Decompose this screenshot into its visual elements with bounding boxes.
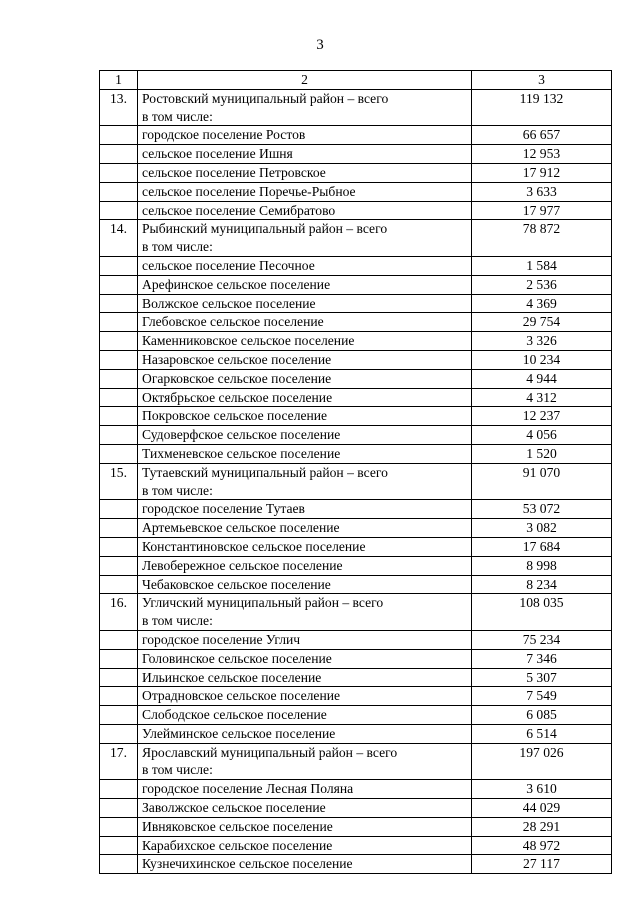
population-value: 8 234 — [472, 575, 612, 594]
row-number — [100, 668, 138, 687]
settlement-row — [100, 780, 612, 799]
row-number — [100, 163, 138, 182]
row-number — [100, 275, 138, 294]
row-number — [100, 556, 138, 575]
population-value: 12 953 — [472, 145, 612, 164]
population-value: 3 082 — [472, 519, 612, 538]
row-number — [100, 313, 138, 332]
row-number — [100, 780, 138, 799]
population-value: 78 872 — [472, 220, 612, 257]
population-value: 7 346 — [472, 649, 612, 668]
settlement-row — [100, 519, 612, 538]
settlement-name: Константиновское сельское поселение — [138, 537, 472, 556]
settlement-row — [100, 407, 612, 426]
header-cell-name: 2 — [138, 71, 472, 90]
district-row — [100, 89, 612, 126]
settlement-name: Ивняковское сельское поселение — [138, 817, 472, 836]
settlement-row — [100, 575, 612, 594]
district-name: Угличский муниципальный район – всего — [142, 595, 384, 611]
settlement-name: сельское поселение Поречье-Рыбное — [138, 182, 472, 201]
settlement-name: Волжское сельское поселение — [138, 294, 472, 313]
population-value: 1 520 — [472, 444, 612, 463]
row-number — [100, 407, 138, 426]
population-value: 3 610 — [472, 780, 612, 799]
table-header-row — [100, 71, 612, 90]
settlement-row — [100, 444, 612, 463]
population-value: 27 117 — [472, 855, 612, 874]
row-number — [100, 201, 138, 220]
district-name-cell — [138, 220, 472, 257]
row-number: 13. — [100, 89, 138, 126]
settlement-row — [100, 500, 612, 519]
settlement-name: Артемьевское сельское поселение — [138, 519, 472, 538]
population-table — [99, 70, 612, 874]
district-row — [100, 220, 612, 257]
settlement-row — [100, 350, 612, 369]
population-value: 75 234 — [472, 630, 612, 649]
row-number — [100, 350, 138, 369]
population-value: 4 056 — [472, 426, 612, 445]
population-value: 29 754 — [472, 313, 612, 332]
row-number — [100, 182, 138, 201]
settlement-name: Чебаковское сельское поселение — [138, 575, 472, 594]
header-cell-number: 1 — [100, 71, 138, 90]
row-number — [100, 817, 138, 836]
population-value: 10 234 — [472, 350, 612, 369]
settlement-row — [100, 332, 612, 351]
row-number — [100, 706, 138, 725]
district-subtitle: в том числе: — [142, 108, 213, 124]
settlement-name: Карабихское сельское поселение — [138, 836, 472, 855]
population-value: 28 291 — [472, 817, 612, 836]
population-value: 53 072 — [472, 500, 612, 519]
row-number: 16. — [100, 594, 138, 631]
population-value: 7 549 — [472, 687, 612, 706]
settlement-name: сельское поселение Ишня — [138, 145, 472, 164]
district-name-cell — [138, 594, 472, 631]
settlement-name: городское поселение Лесная Поляна — [138, 780, 472, 799]
population-value: 17 912 — [472, 163, 612, 182]
settlement-row — [100, 163, 612, 182]
population-value: 6 514 — [472, 724, 612, 743]
row-number — [100, 388, 138, 407]
table-body — [100, 89, 612, 873]
settlement-name: Заволжское сельское поселение — [138, 799, 472, 818]
settlement-row — [100, 724, 612, 743]
settlement-name: Каменниковское сельское поселение — [138, 332, 472, 351]
population-value: 1 584 — [472, 256, 612, 275]
row-number — [100, 332, 138, 351]
district-subtitle: в том числе: — [142, 482, 213, 498]
settlement-row — [100, 556, 612, 575]
settlement-name: Левобережное сельское поселение — [138, 556, 472, 575]
settlement-row — [100, 145, 612, 164]
district-name-cell — [138, 743, 472, 780]
population-value: 91 070 — [472, 463, 612, 500]
settlement-row — [100, 706, 612, 725]
settlement-name: сельское поселение Песочное — [138, 256, 472, 275]
settlement-row — [100, 537, 612, 556]
settlement-row — [100, 201, 612, 220]
page-number: 3 — [316, 37, 324, 53]
settlement-name: сельское поселение Петровское — [138, 163, 472, 182]
row-number — [100, 256, 138, 275]
settlement-name: городское поселение Тутаев — [138, 500, 472, 519]
row-number — [100, 855, 138, 874]
settlement-row — [100, 275, 612, 294]
settlement-name: городское поселение Ростов — [138, 126, 472, 145]
row-number — [100, 649, 138, 668]
settlement-name: Слободское сельское поселение — [138, 706, 472, 725]
district-row — [100, 594, 612, 631]
settlement-name: городское поселение Углич — [138, 630, 472, 649]
population-value: 2 536 — [472, 275, 612, 294]
row-number — [100, 687, 138, 706]
settlement-row — [100, 182, 612, 201]
settlement-name: сельское поселение Семибратово — [138, 201, 472, 220]
row-number — [100, 799, 138, 818]
settlement-row — [100, 426, 612, 445]
row-number: 14. — [100, 220, 138, 257]
population-value: 5 307 — [472, 668, 612, 687]
row-number: 15. — [100, 463, 138, 500]
settlement-name: Улейминское сельское поселение — [138, 724, 472, 743]
district-name: Ярославский муниципальный район – всего — [142, 744, 398, 760]
settlement-row — [100, 313, 612, 332]
district-subtitle: в том числе: — [142, 762, 213, 778]
settlement-row — [100, 668, 612, 687]
settlement-name: Глебовское сельское поселение — [138, 313, 472, 332]
settlement-row — [100, 799, 612, 818]
row-number — [100, 836, 138, 855]
population-value: 4 944 — [472, 369, 612, 388]
population-value: 4 312 — [472, 388, 612, 407]
row-number — [100, 724, 138, 743]
settlement-name: Ильинское сельское поселение — [138, 668, 472, 687]
settlement-row — [100, 388, 612, 407]
population-value: 4 369 — [472, 294, 612, 313]
row-number — [100, 369, 138, 388]
population-value: 12 237 — [472, 407, 612, 426]
row-number: 17. — [100, 743, 138, 780]
settlement-name: Арефинское сельское поселение — [138, 275, 472, 294]
settlement-row — [100, 836, 612, 855]
settlement-row — [100, 256, 612, 275]
settlement-name: Головинское сельское поселение — [138, 649, 472, 668]
settlement-row — [100, 630, 612, 649]
row-number — [100, 145, 138, 164]
row-number — [100, 126, 138, 145]
population-value: 66 657 — [472, 126, 612, 145]
population-value: 44 029 — [472, 799, 612, 818]
population-value: 48 972 — [472, 836, 612, 855]
district-subtitle: в том числе: — [142, 239, 213, 255]
settlement-row — [100, 294, 612, 313]
district-row — [100, 743, 612, 780]
population-value: 197 026 — [472, 743, 612, 780]
population-value: 8 998 — [472, 556, 612, 575]
row-number — [100, 575, 138, 594]
row-number — [100, 294, 138, 313]
settlement-row — [100, 126, 612, 145]
settlement-row — [100, 855, 612, 874]
row-number — [100, 426, 138, 445]
row-number — [100, 630, 138, 649]
district-name: Ростовский муниципальный район – всего — [142, 90, 389, 106]
district-name: Рыбинский муниципальный район – всего — [142, 221, 388, 237]
row-number — [100, 537, 138, 556]
settlement-row — [100, 649, 612, 668]
district-row — [100, 463, 612, 500]
district-subtitle: в том числе: — [142, 613, 213, 629]
settlement-name: Отрадновское сельское поселение — [138, 687, 472, 706]
population-value: 3 633 — [472, 182, 612, 201]
settlement-name: Октябрьское сельское поселение — [138, 388, 472, 407]
district-name-cell — [138, 89, 472, 126]
settlement-name: Кузнечихинское сельское поселение — [138, 855, 472, 874]
settlement-name: Покровское сельское поселение — [138, 407, 472, 426]
population-value: 17 684 — [472, 537, 612, 556]
settlement-name: Назаровское сельское поселение — [138, 350, 472, 369]
district-name: Тутаевский муниципальный район – всего — [142, 464, 388, 480]
settlement-name: Судоверфское сельское поселение — [138, 426, 472, 445]
settlement-name: Тихменевское сельское поселение — [138, 444, 472, 463]
header-cell-value: 3 — [472, 71, 612, 90]
settlement-row — [100, 369, 612, 388]
population-value: 17 977 — [472, 201, 612, 220]
district-name-cell — [138, 463, 472, 500]
settlement-name: Огарковское сельское поселение — [138, 369, 472, 388]
population-value: 119 132 — [472, 89, 612, 126]
population-value: 3 326 — [472, 332, 612, 351]
settlement-row — [100, 817, 612, 836]
settlement-row — [100, 687, 612, 706]
row-number — [100, 519, 138, 538]
population-value: 6 085 — [472, 706, 612, 725]
row-number — [100, 444, 138, 463]
population-value: 108 035 — [472, 594, 612, 631]
row-number — [100, 500, 138, 519]
